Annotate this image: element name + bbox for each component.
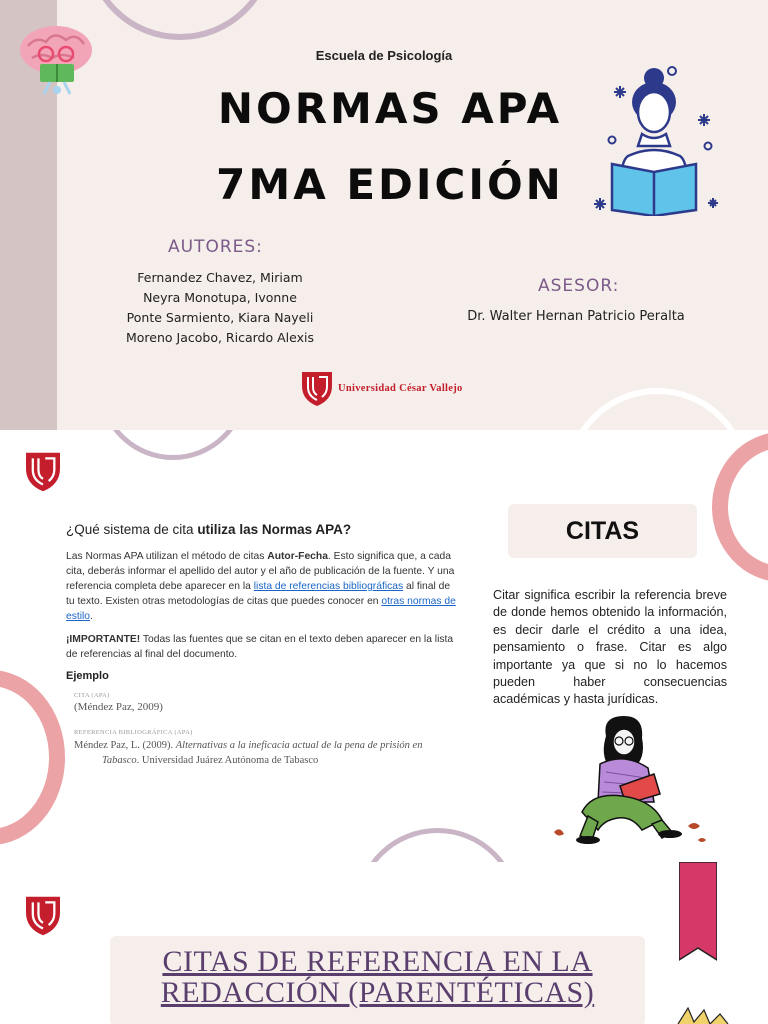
citas-slide bbox=[0, 430, 768, 862]
example-label: Ejemplo bbox=[66, 670, 109, 682]
doc-question: ¿Qué sistema de cita utiliza las Normas APA? bbox=[66, 522, 352, 537]
university-logo bbox=[302, 372, 463, 406]
citas-definition: Citar significa escribir la referencia breve de donde hemos obtenido la información, es decir darle el crédito a una idea, pensamiento o frase. Citar es algo importante ya que si no lo hacemos pueden haber consecuencias académicas y hasta jurídicas. bbox=[493, 588, 727, 707]
decorative-ring bbox=[98, 430, 248, 460]
decorative-ring bbox=[565, 388, 750, 430]
decorative-ring bbox=[712, 432, 768, 582]
girl-reading-icon bbox=[548, 716, 708, 844]
school-name: Escuela de Psicología bbox=[315, 48, 453, 63]
main-title-line2: 7MA EDICIÓN bbox=[216, 160, 564, 209]
author-name: Ponte Sarmiento, Kiara Nayeli bbox=[126, 310, 314, 325]
main-title-line1: NORMAS APA bbox=[217, 84, 563, 133]
ucv-logo-icon bbox=[302, 372, 332, 406]
ref-example: Méndez Paz, L. (2009). Alternativas a la ineficacia actual de la pena de prisión en Tabasco. Universidad Juárez Autónoma de Tabasco bbox=[74, 740, 423, 766]
citas-heading: CITAS bbox=[508, 504, 697, 558]
ref-caption: REFERENCIA BIBLIOGRÁFICA (APA) bbox=[74, 729, 193, 736]
decorative-leaf-icon bbox=[676, 1006, 736, 1024]
decorative-ring bbox=[0, 670, 65, 845]
advisor-name: Dr. Walter Hernan Patricio Peralta bbox=[467, 309, 685, 324]
section-title-line2: REDACCIÓN (PARENTÉTICAS) bbox=[160, 976, 595, 1009]
section-title-box bbox=[110, 936, 645, 1024]
authors-list bbox=[100, 268, 340, 348]
parenthetical-citations-slide bbox=[0, 862, 768, 1024]
decorative-ring bbox=[85, 0, 275, 40]
advisor-label: ASESOR: bbox=[538, 276, 620, 296]
cite-example: (Méndez Paz, 2009) bbox=[74, 701, 163, 713]
references-link: lista de referencias bibliográficas bbox=[253, 581, 404, 592]
woman-reading-book-icon bbox=[594, 64, 718, 216]
cover-slide bbox=[0, 0, 768, 430]
author-name: Neyra Monotupa, Ivonne bbox=[143, 290, 297, 305]
university-name: Universidad César Vallejo bbox=[338, 383, 463, 394]
doc-important: ¡IMPORTANTE! Todas las fuentes que se citan en el texto deben aparecer en la lista de referencias al final del documento. bbox=[66, 634, 454, 660]
ucv-logo-icon bbox=[26, 452, 60, 492]
doc-paragraph: Las Normas APA utilizan el método de citas Autor-Fecha. Esto significa que, a cada cita, deberás informar el apellido del autor y el año de publicación de la fuente. Y una referencia completa debe aparecer en la lista de referencias bibliográficas al final de tu texto. Existen otras metodologías de citas que puedes conocer en otras normas de estilo. bbox=[66, 551, 456, 622]
author-name: Moreno Jacobo, Ricardo Alexis bbox=[126, 330, 314, 345]
cite-caption: CITA (APA) bbox=[74, 692, 110, 699]
section-title-line1: CITAS DE REFERENCIA EN LA bbox=[162, 945, 593, 978]
style-norms-link: otras normas de estilo bbox=[66, 596, 456, 622]
section-title bbox=[110, 946, 645, 1008]
authors-label: AUTORES: bbox=[168, 237, 263, 257]
apa-explanation-image bbox=[66, 522, 458, 768]
author-name: Fernandez Chavez, Miriam bbox=[137, 270, 303, 285]
bookmark-ribbon-icon bbox=[679, 862, 717, 962]
ucv-logo-icon bbox=[26, 896, 60, 936]
decorative-ring bbox=[355, 828, 520, 862]
